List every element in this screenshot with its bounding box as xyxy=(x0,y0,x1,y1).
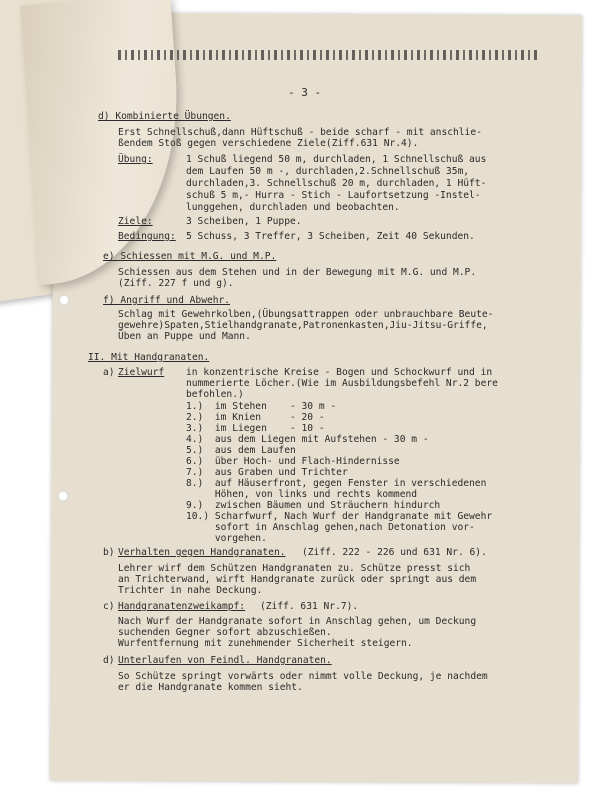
section-II-heading: II. Mit Handgranaten. xyxy=(88,352,210,363)
item-a-list-10c: vorgehen. xyxy=(186,533,267,544)
item-d-prefix: d) xyxy=(103,655,115,666)
item-a-list-7: 7.) aus Graben und Trichter xyxy=(186,467,348,478)
uebung-line-5: lunggehen, durchladen und beobachten. xyxy=(186,202,400,213)
section-e-line-2: (Ziff. 227 f und g). xyxy=(118,278,234,289)
item-a-line-2: nummerierte Löcher.(Wie im Ausbildungsbefehl Nr.2 bere xyxy=(186,378,498,389)
item-a-list-9: 9.) zwischen Bäumen und Sträuchern hindurch xyxy=(186,500,441,511)
item-a-list-2: 2.) im Knien - 20 - xyxy=(186,412,325,423)
item-a-title: Zielwurf xyxy=(118,367,165,378)
section-f-line-2: gewehre)Spaten,Stielhandgranate,Patronenkasten,Jiu-Jitsu-Griffe, xyxy=(118,320,488,331)
section-f-line-1: Schlag mit Gewehrkolben,(Übungsattrappen oder unbrauchbare Beute- xyxy=(118,309,494,320)
item-a-list-8b: Höhen, von links und rechts kommend xyxy=(186,489,418,500)
page-number: - 3 - xyxy=(288,86,322,99)
item-c-ref: (Ziff. 631 Nr.7). xyxy=(260,601,359,612)
bedingung-value: 5 Schuss, 3 Treffer, 3 Scheiben, Zeit 40 Sekunden. xyxy=(186,231,475,242)
item-b-ref: (Ziff. 222 - 226 und 631 Nr. 6). xyxy=(302,547,487,558)
item-b-line-3: Trichter in nahe Deckung. xyxy=(118,585,263,596)
section-f-heading: f) Angriff und Abwehr. xyxy=(103,295,231,306)
section-f-line-3: Üben an Puppe und Mann. xyxy=(118,331,251,342)
item-c-line-3: Wurfentfernung mit zunehmender Sicherheit steigern. xyxy=(118,638,413,649)
section-d-intro-2: ßendem Stoß gegen verschiedene Ziele(Ziff.631 Nr.4). xyxy=(118,138,419,149)
item-a-list-1: 1.) im Stehen - 30 m - xyxy=(186,401,337,412)
item-b-prefix: b) xyxy=(103,547,115,558)
item-a-list-4: 4.) aus dem Liegen mit Aufstehen - 30 m - xyxy=(186,434,429,445)
uebung-line-1: 1 Schuß liegend 50 m, durchladen, 1 Schnellschuß aus xyxy=(186,154,487,165)
item-a-prefix: a) xyxy=(103,367,115,378)
ziele-value: 3 Scheiben, 1 Puppe. xyxy=(186,216,302,227)
section-e-heading: e) Schiessen mit M.G. und M.P. xyxy=(103,251,277,262)
item-a-list-3: 3.) im Liegen - 10 - xyxy=(186,423,325,434)
uebung-line-4: schuß 5 m,- Hurra - Stich - Laufortsetzung -Instel- xyxy=(186,190,481,201)
item-d-line-2: er die Handgranate kommen sieht. xyxy=(118,682,303,693)
item-b-title: Verhalten gegen Handgranaten. xyxy=(118,547,286,558)
section-e-line-1: Schiessen aus dem Stehen und in der Bewegung mit M.G. und M.P. xyxy=(118,267,477,278)
item-a-line-3: befohlen.) xyxy=(186,389,244,400)
item-a-list-5: 5.) aus dem Laufen xyxy=(186,445,296,456)
uebung-line-2: dem Laufen 50 m -, durchladen,2.Schnellschuß 35m, xyxy=(186,166,470,177)
item-b-line-1: Lehrer wirf dem Schützen Handgranaten zu. Schütze presst sich xyxy=(118,563,471,574)
item-c-title: Handgranatenzweikampf: xyxy=(118,601,246,612)
item-a-line-1: in konzentrische Kreise - Bogen und Schockwurf und in xyxy=(186,367,493,378)
item-a-list-6: 6.) über Hoch- und Flach-Hindernisse xyxy=(186,456,400,467)
item-c-line-2: suchenden Gegner sofort abzuschießen. xyxy=(118,627,332,638)
section-d-heading: d) Kombinierte Übungen. xyxy=(98,111,231,122)
item-c-line-1: Nach Wurf der Handgranate sofort in Anschlag gehen, um Deckung xyxy=(118,616,477,627)
item-b-line-2: an Trichterwand, wirft Handgranate zurück oder springt aus dem xyxy=(118,574,477,585)
section-d-intro-1: Erst Schnellschuß,dann Hüftschuß - beide scharf - mit anschlie- xyxy=(118,127,482,138)
item-a-list-10: 10.) Scharfwurf, Nach Wurf der Handgranate mit Gewehr xyxy=(186,511,493,522)
item-d-line-1: So Schütze springt vorwärts oder nimmt volle Deckung, je nachdem xyxy=(118,671,488,682)
item-a-list-10b: sofort in Anschlag gehen,nach Detonation vor- xyxy=(186,522,475,533)
uebung-label: Übung: xyxy=(118,154,153,165)
uebung-line-3: durchladen,3. Schnellschuß 20 m, durchladen, 1 Hüft- xyxy=(186,178,487,189)
bedingung-label: Bedingung: xyxy=(118,231,176,242)
ziele-label: Ziele: xyxy=(118,216,153,227)
item-a-list-8: 8.) auf Häuserfront, gegen Fenster in verschiedenen xyxy=(186,478,487,489)
item-d-title: Unterlaufen von Feindl. Handgranaten. xyxy=(118,655,332,666)
item-c-prefix: c) xyxy=(103,601,115,612)
